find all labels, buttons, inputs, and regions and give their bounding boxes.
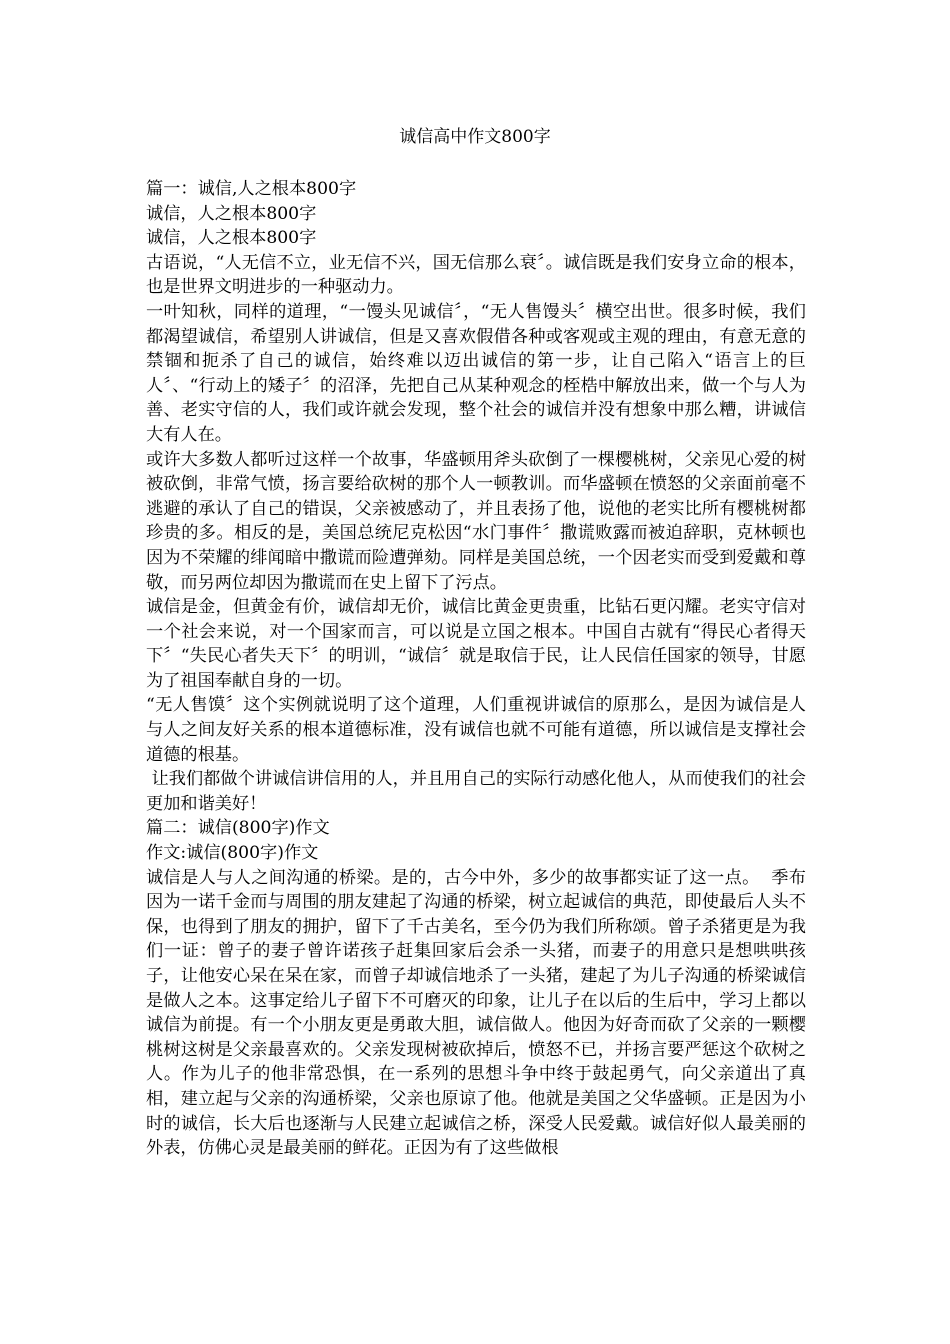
- paragraph: 或许大多数人都听过这样一个故事，华盛顿用斧头砍倒了一棵樱桃树，父亲见心爱的树被砍倒，非常气愤，扬言要给砍树的那个人一顿教训。而华盛顿在愤怒的父亲面前毫不逃避的承认了自己的错误，父亲被感动了，并且表扬了他，说他的老实比所有樱桃树都珍贵的多。相反的是，美国总统尼克松因“水门事件〞撒谎败露而被迫辞职，克林顿也因为不荣耀的绯闻暗中撒谎而险遭弹劾。同样是美国总统，一个因老实而受到爱戴和尊敬，而另两位却因为撒谎而在史上留下了污点。: [146, 449, 806, 593]
- paragraph: 诚信，人之根本800字: [146, 228, 317, 249]
- paragraph: 篇一：诚信,人之根本800字: [146, 179, 357, 199]
- paragraph: 诚信是人与人之间沟通的桥梁。是的，古今中外，多少的故事都实证了这一点。 季布因为一诺千金而与周围的朋友建起了沟通的桥梁，树立起诚信的典范，即使最后人头不保，也得到了朋友的拥护，留下了千古美名，至今仍为我们所称颂。曾子杀猪更是为我们一证：曾子的妻子曾许诺孩子赶集回家后会杀一头猪，而妻子的用意只是想哄哄孩子，让他安心呆在呆在家，而曾子却诚信地杀了一头猪，建起了为儿子沟通的桥梁诚信是做人之本。这事定给儿子留下不可磨灭的印象，让儿子在以后的生后中，学习上都以诚信为前提。有一个小朋友更是勇敢大胆，诚信做人。他因为好奇而砍了父亲的一颗樱桃树这树是父亲最喜欢的。父亲发现树被砍掉后，愤怒不已，并扬言要严惩这个砍树之人。作为儿子的他非常恐惧，在一系列的思想斗争中终于鼓起勇气，向父亲道出了真相，建立起与父亲的沟通桥梁，父亲也原谅了他。他就是美国之父华盛顿。正是因为小时的诚信，长大后也逐渐与人民建立起诚信之桥，深受人民爱戴。诚信好似人最美丽的外表，仿佛心灵是最美丽的鲜花。正因为有了这些做根: [146, 867, 806, 1159]
- paragraph: 让我们都做个讲诚信讲信用的人，并且用自己的实际行动感化他人，从而使我们的社会更加和谐美好！: [146, 769, 806, 814]
- document-title: 诚信高中作文800字: [399, 127, 551, 147]
- paragraph: 作文:诚信(800字)作文: [146, 843, 319, 864]
- paragraph: 诚信是金，但黄金有价，诚信却无价，诚信比黄金更贵重，比钻石更闪耀。老实守信对一个社会来说，对一个国家而言，可以说是立国之根本。中国自古就有“得民心者得天下〞“失民心者失天下〞的明训，“诚信〞就是取信于民，让人民信任国家的领导，甘愿为了祖国奉献自身的一切。: [146, 597, 806, 691]
- paragraph: 篇二：诚信(800字)作文: [146, 818, 330, 839]
- document-body: [146, 177, 806, 1161]
- paragraph: “无人售馍〞这个实例就说明了这个道理，人们重视讲诚信的原那么，是因为诚信是人与人之间友好关系的根本道德标准，没有诚信也就不可能有道德，所以诚信是支撑社会道德的根基。: [146, 695, 806, 765]
- paragraph: 古语说，“人无信不立，业无信不兴，国无信那么衰〞。诚信既是我们安身立命的根本，也是世界文明进步的一种驱动力。: [146, 252, 806, 298]
- paragraph: 诚信，人之根本800字: [146, 203, 317, 224]
- paragraph: 一叶知秋，同样的道理，“一馒头见诚信〞，“无人售馒头〞横空出世。很多时候，我们都渴望诚信，希望别人讲诚信，但是又喜欢假借各种或客观或主观的理由，有意无意的禁锢和扼杀了自己的诚信，始终难以迈出诚信的第一步，让自己陷入“语言上的巨人〞、“行动上的矮子〞的沼泽，先把自己从某种观念的桎梏中解放出来，做一个与人为善、老实守信的人，我们或许就会发现，整个社会的诚信并没有想象中那么糟，讲诚信大有人在。: [146, 301, 806, 445]
